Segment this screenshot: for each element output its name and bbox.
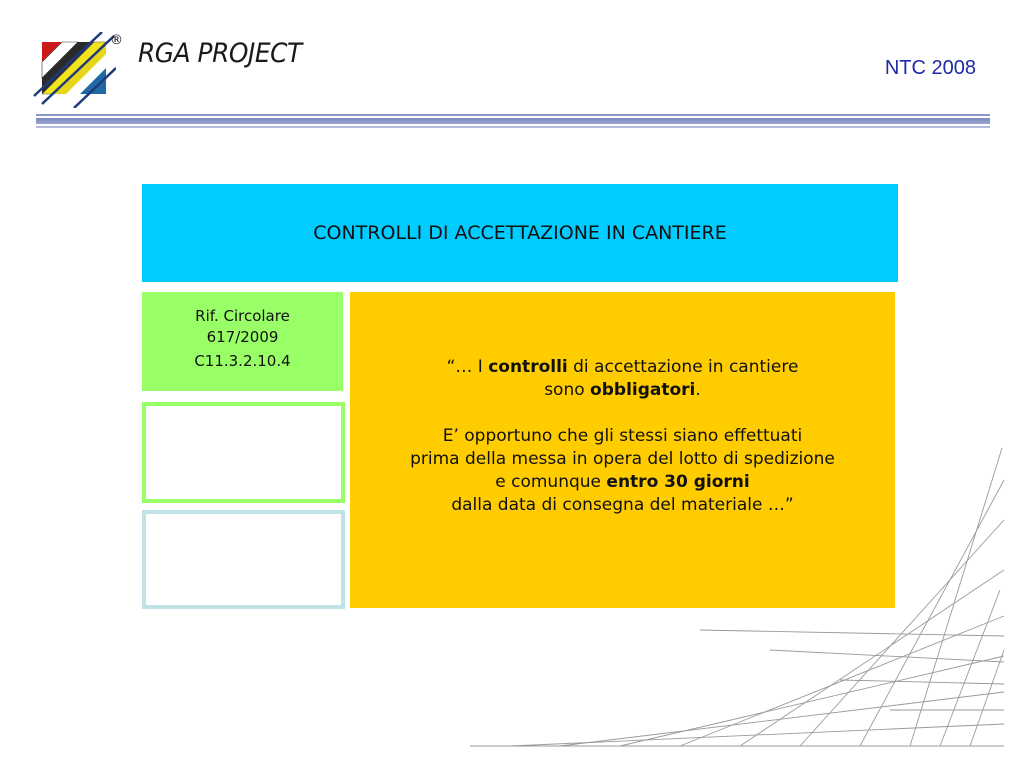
quote-line-6: dalla data di consegna del materiale …”	[451, 495, 794, 515]
quote-line-2: sono obbligatori.	[544, 380, 701, 400]
reference-line-3: C11.3.2.10.4	[194, 352, 291, 370]
rga-logo-icon	[32, 32, 116, 108]
header-rule-top	[36, 114, 990, 116]
reference-box	[142, 292, 343, 391]
quote-line-3: E’ opportuno che gli stessi siano effettuati	[442, 426, 803, 446]
brand-name: RGA PROJECT	[138, 38, 302, 69]
empty-box-green	[142, 402, 345, 503]
header-rule-main	[36, 118, 990, 124]
slide-title: CONTROLLI DI ACCETTAZIONE IN CANTIERE	[313, 222, 727, 244]
registered-mark: ®	[110, 33, 123, 48]
document-code: NTC 2008	[884, 57, 976, 79]
reference-line-2: 617/2009	[206, 328, 279, 346]
quote-line-5: e comunque entro 30 giorni	[495, 472, 750, 492]
quote-line-1: “… I controlli di accettazione in cantiere	[446, 357, 799, 377]
reference-line-1: Rif. Circolare	[195, 307, 290, 325]
quote-line-4: prima della messa in opera del lotto di spedizione	[410, 449, 835, 469]
empty-box-teal	[142, 510, 345, 609]
decorative-grid-curve	[470, 440, 1010, 750]
header-rule-bottom	[36, 126, 990, 128]
title-box	[142, 184, 898, 282]
